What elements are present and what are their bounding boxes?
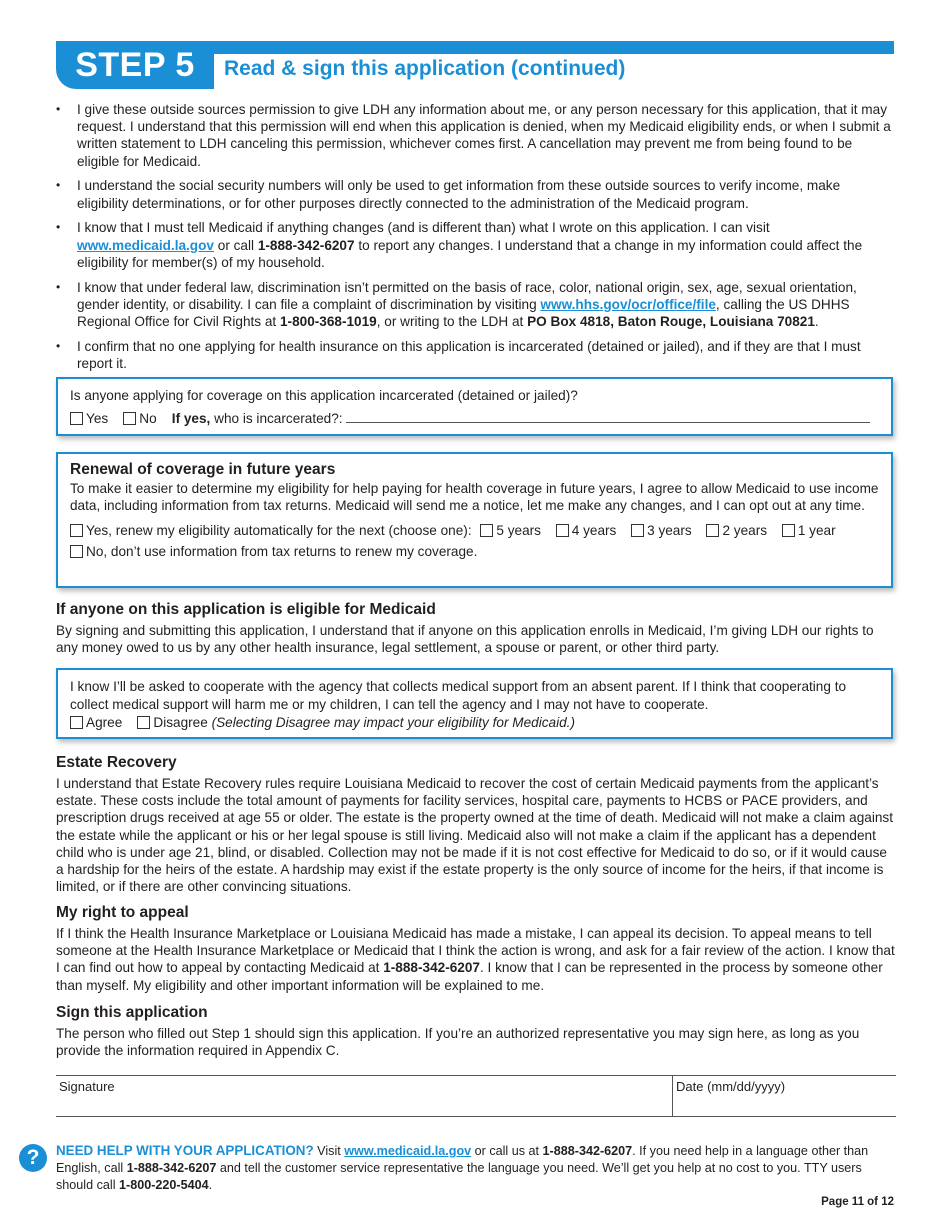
renew-4-years-checkbox[interactable] [556,524,569,537]
cooperate-text: I know I’ll be asked to cooperate with the agency that collects medical support from an absent parent. If I think that cooperating to collect medical support will harm me or my children, I can tell the agency and I may not have to cooperate. [70,679,847,712]
incarcerated-box: Is anyone applying for coverage on this application incarcerated (detained or jailed)? Yes No If yes, who is incarcerated?: [56,377,893,436]
renew-yes-checkbox[interactable] [70,524,83,537]
renewal-text: To make it easier to determine my eligibility for help paying for health coverage in future years, I agree to allow Medicaid to use income data, including information from tax returns. Medicaid will send me a notice, let me make any changes, and I can opt out at any time. [70,480,879,513]
renew-2-years-checkbox[interactable] [706,524,719,537]
eligible-text: By signing and submitting this application, I understand that if anyone on this application enrolls in Medicaid, I’m giving LDH our rights to any money owed to us by any other health insurance, legal settlement, a spouse or parent, or other third party. [56,623,874,656]
renew-1-year-checkbox[interactable] [782,524,795,537]
phone-number: 1-888-342-6207 [257,237,355,253]
phone-number: 1-888-342-6207 [383,960,480,976]
list-item: • I confirm that no one applying for health insurance on this application is incarcerated (detained or jailed), and if they are that I must report it. [56,338,894,372]
page-number: Page 11 of 12 [821,1196,894,1208]
sign-heading: Sign this application [56,1004,208,1021]
hhs-complaint-link[interactable]: www.hhs.gov/ocr/office/file [540,296,716,312]
consent-bullet-list [56,101,894,380]
appeal-text: If I think the Health Insurance Marketplace or Louisiana Medicaid has made a mistake, I can appeal its decision. To appeal means to tell someone at the Health Insurance Marketplace or Medicaid that I think the action is wrong, and ask for a fair review of the action. I know that I can find out how to appeal by contacting Medicaid at 1-888-342-6207. I know that I can be represented in the process by someone other than myself. My eligibility and other important information will be explained to me. [56,926,895,993]
mailing-address: PO Box 4818, Baton Rouge, Louisiana 70821 [527,314,815,330]
renew-no-checkbox[interactable] [70,545,83,558]
incarcerated-question: Is anyone applying for coverage on this application incarcerated (detained or jailed)? [70,388,578,403]
renew-3-years-checkbox[interactable] [631,524,644,537]
appeal-heading: My right to appeal [56,904,189,921]
help-website-link[interactable]: www.medicaid.la.gov [344,1144,472,1158]
disagree-note: (Selecting Disagree may impact your eligibility for Medicaid.) [211,715,575,730]
agree-checkbox[interactable] [70,716,83,729]
cooperate-box: I know I’ll be asked to cooperate with the agency that collects medical support from an absent parent. If I think that cooperating to collect medical support will harm me or my children, I can tell the agency and I may not have to cooperate. Agree Disagree (Selecting Disagree may impact your eligibility for Medicaid.) [56,668,893,739]
list-item: • I understand the social security numbers will only be used to get information from these outside sources to verify income, make eligibility determinations, or for other purposes directly connected to the administration of the Medicaid program. [56,177,894,211]
list-item: • I know that under federal law, discrimination isn’t permitted on the basis of race, color, national origin, sex, age, sexual orientation, gender identity, or disability. I can file a complaint of discrimination by visiting www.hhs.gov/ocr/office/file, calling the US DHHS Regional Office for Civil Rights at 1-800-368-1019, or writing to the LDH at PO Box 4818, Baton Rouge, Louisiana 70821. [56,279,894,331]
help-text: NEED HELP WITH YOUR APPLICATION? Visit www.medicaid.la.gov or call us at 1-888-342-6207. If you need help in a language other than English, call 1-888-342-6207 and tell the customer service representative the language you need. We’ll get you help at no cost to you. TTY users should call 1-800-220-5404. [56,1143,869,1192]
list-item: • I give these outside sources permission to give LDH any information about me, or any person necessary for this application, that it may request. I understand that this permission will end when this application is denied, when my Medicaid eligibility ends, or when I submit a written statement to LDH canceling this permission, whichever comes first. A cancellation may prevent me from being found to be eligible for Medicaid. [56,101,894,170]
question-icon: ? [19,1144,47,1172]
renewal-box: Renewal of coverage in future years To make it easier to determine my eligibility for help paying for health coverage in future years, I agree to allow Medicaid to use income data, including information from tax returns. Medicaid will send me a notice, let me make any changes, and I can opt out at any time. Yes, renew my eligibility automatically for the next (choose one): 5 years 4 years 3 years 2 years 1 year No, don’t use information from tax returns to renew my coverage. [56,452,893,588]
sign-text: The person who filled out Step 1 should sign this application. If you’re an authorized representative you may sign here, as long as you provide the information required in Appendix C. [56,1026,860,1059]
incarcerated-yes-checkbox[interactable] [70,412,83,425]
help-lead: NEED HELP WITH YOUR APPLICATION? [56,1143,314,1158]
signature-row [56,1075,896,1117]
step-label: STEP 5 [56,41,214,89]
estate-heading: Estate Recovery [56,754,177,771]
signature-field[interactable]: Signature [56,1076,673,1116]
estate-text: I understand that Estate Recovery rules require Louisiana Medicaid to recover the cost of certain Medicaid payments from the applicant’s estate. These costs include the total amount of payments for facility services, hospital care, payments to HCBS or PACE providers, and prescription drugs received at age 55 or older. The estate is the property owned at the time of death. Medicaid will not make a claim against the estate while the applicant or his or her legal spouse is still living. Medicaid also will not make a claim if the applicant has a dependent child who is under age 21, blind, or disabled. Collection may not be made if it is not cost effective for Medicaid to do so, or if it would cause a hardship for the heirs of the estate. A hardship may exist if the estate property is the only source of income for the heirs, if that income is limited, or if there are other convincing situations. [56,776,893,895]
incarcerated-name-input[interactable] [346,410,870,423]
date-field[interactable]: Date (mm/dd/yyyy) [676,1079,786,1094]
page-title: Read & sign this application (continued) [224,57,626,80]
eligible-heading: If anyone on this application is eligible for Medicaid [56,601,436,618]
disagree-checkbox[interactable] [137,716,150,729]
list-item: • I know that I must tell Medicaid if anything changes (and is different than) what I wrote on this application. I can visit www.medicaid.la.gov or call 1-888-342-6207 to report any changes. I understand that a change in my information could affect the eligibility for member(s) of my household. [56,219,894,271]
medicaid-website-link[interactable]: www.medicaid.la.gov [77,237,214,253]
renewal-heading: Renewal of coverage in future years [70,461,336,478]
incarcerated-no-checkbox[interactable] [123,412,136,425]
phone-number: 1-800-368-1019 [279,314,377,330]
renew-5-years-checkbox[interactable] [480,524,493,537]
